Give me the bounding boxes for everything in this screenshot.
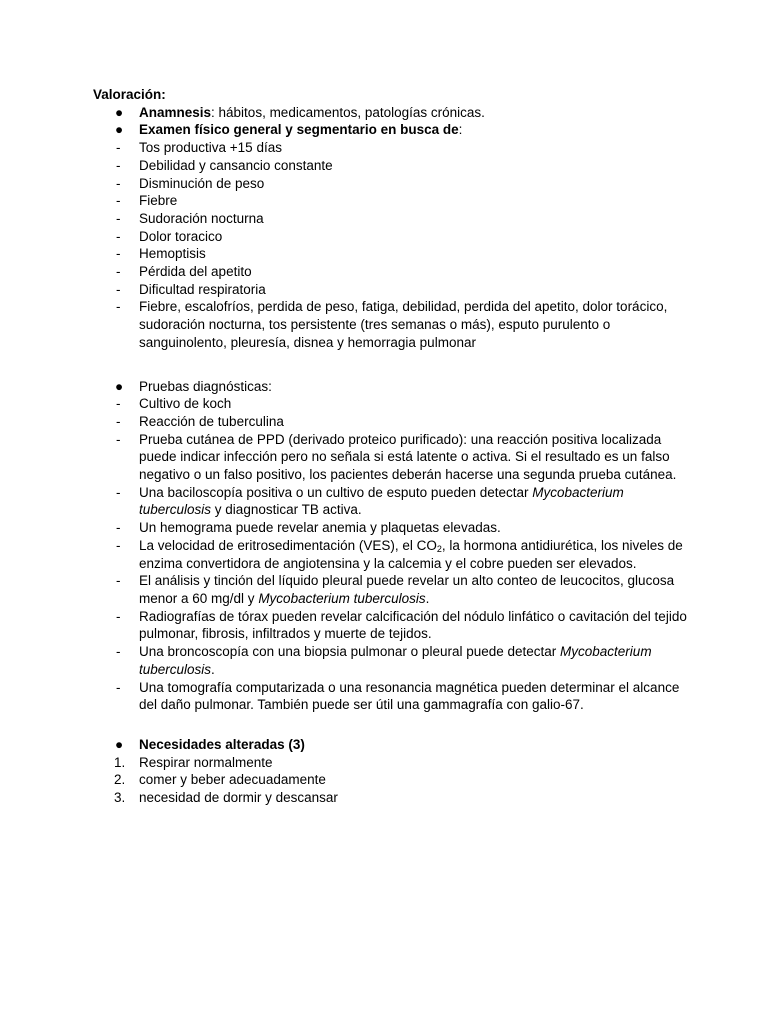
need-text: Respirar normalmente: [139, 754, 273, 770]
symptom-text: Tos productiva +15 días: [139, 140, 282, 156]
need-text: necesidad de dormir y descansar: [139, 790, 338, 806]
list-item-symptom: [93, 210, 693, 228]
test-text: Cultivo de koch: [139, 396, 232, 412]
bullet-marker: ●: [115, 736, 124, 752]
examen-colon: :: [458, 122, 463, 138]
list-item-symptom: [93, 157, 693, 175]
test-text: Un hemograma puede revelar anemia y plaquetas elevadas.: [139, 520, 501, 536]
anamnesis-label: Anamnesis: [139, 104, 212, 120]
heading-valoracion: Valoración:: [93, 87, 166, 102]
list-item-symptom: [93, 263, 693, 281]
test-text: , la hormona antidiurética, los niveles de enzima convertidora de angiotensina y la calcemia y el cobre pueden ser elevados.: [139, 537, 683, 571]
list-item-test: [93, 608, 693, 643]
dash-marker: -: [116, 537, 121, 553]
test-text: y diagnosticar TB activa.: [211, 502, 362, 518]
necesidades-label: Necesidades alteradas (3): [139, 736, 305, 752]
need-text: comer y beber adecuadamente: [139, 772, 326, 788]
symptom-text: Sudoración nocturna: [139, 210, 264, 226]
document-page: [93, 86, 693, 807]
symptom-text: Fiebre: [139, 193, 178, 209]
item-necesidades: [93, 736, 693, 754]
dash-marker: -: [116, 140, 121, 156]
dash-marker: -: [116, 281, 121, 297]
test-text: Una broncoscopía con una biopsia pulmonar o pleural puede detectar: [139, 644, 561, 660]
dash-marker: -: [116, 299, 121, 315]
list-item-test: [93, 519, 693, 537]
list-item-need: [93, 754, 693, 772]
symptom-text: Disminución de peso: [139, 175, 265, 191]
dash-marker: -: [116, 228, 121, 244]
symptom-text: Pérdida del apetito: [139, 264, 252, 280]
test-text: Reacción de tuberculina: [139, 413, 284, 429]
dash-marker: -: [116, 396, 121, 412]
dash-marker: -: [116, 193, 121, 209]
dash-marker: -: [116, 644, 121, 660]
test-text: Una tomografía computarizada o una resonancia magnética pueden determinar el alcance del daño pulmonar. También puede ser útil una gammagrafía con galio-67.: [139, 679, 680, 713]
dash-marker: -: [116, 520, 121, 536]
list-item-test: [93, 484, 693, 519]
list-item-test: [93, 643, 693, 678]
test-text: El análisis y tinción del líquido pleural puede revelar un alto conteo de leucocitos, glucosa menor a 60 mg/dl y: [139, 573, 675, 606]
organism-name: Mycobacterium tuberculosis: [139, 484, 624, 518]
symptom-text: Fiebre, escalofríos, perdida de peso, fatiga, debilidad, perdida del apetito, dolor torácico, sudoración nocturna, tos persistente (tres semanas o más), esputo purulento o sanguinolento, pleuresía, disnea y hemorragia pulmonar: [139, 299, 668, 350]
co2-subscript: 2: [436, 543, 442, 554]
dash-marker: -: [116, 246, 121, 262]
dash-marker: -: [116, 484, 121, 500]
list-item-test: [93, 431, 693, 484]
test-text: Prueba cutánea de PPD (derivado proteico purificado): una reacción positiva localizada puede indicar infección pero no señala si está latente o activa. Si el resultado es un falso negativo o un falso positivo, los pacientes deberán hacerse una segunda prueba cutánea.: [139, 431, 677, 483]
number-marker: 2.: [114, 772, 126, 788]
number-marker: 1.: [114, 754, 126, 770]
test-text: .: [211, 661, 215, 677]
spacer: [93, 714, 693, 736]
list-item-symptom: [93, 298, 693, 351]
symptom-text: Dificultad respiratoria: [139, 281, 266, 297]
test-text: Una baciloscopía positiva o un cultivo de esputo pueden detectar: [139, 484, 533, 500]
spacer: [93, 352, 693, 378]
bullet-marker: ●: [115, 122, 124, 138]
list-item-symptom: [93, 175, 693, 193]
dash-marker: -: [116, 210, 121, 226]
list-item-test: [93, 679, 693, 714]
item-examen: [93, 121, 693, 139]
list-item-symptom: [93, 228, 693, 246]
anamnesis-text: : hábitos, medicamentos, patologías crónicas.: [211, 104, 485, 120]
list-item-symptom: [93, 139, 693, 157]
dash-marker: -: [116, 573, 121, 589]
organism-name: Mycobacterium tuberculosis: [258, 590, 426, 606]
test-text: Radiografías de tórax pueden revelar calcificación del nódulo linfático o cavitación del tejido pulmonar, fibrosis, infiltrados y muerte de tejidos.: [139, 608, 687, 642]
list-item-need: [93, 789, 693, 807]
dash-marker: -: [116, 431, 121, 447]
examen-label: Examen físico general y segmentario en busca de: [139, 122, 459, 138]
number-marker: 3.: [114, 790, 126, 806]
list-item-test: [93, 572, 693, 607]
test-text: .: [425, 590, 430, 606]
organism-name: Mycobacterium tuberculosis: [139, 644, 652, 677]
list-item-need: [93, 771, 693, 789]
list-item-symptom: [93, 245, 693, 263]
item-pruebas: [93, 378, 693, 396]
list-item-symptom: [93, 281, 693, 299]
bullet-marker: ●: [115, 104, 124, 120]
dash-marker: -: [116, 264, 121, 280]
bullet-marker: ●: [115, 378, 124, 394]
symptom-text: Debilidad y cansancio constante: [139, 157, 333, 173]
dash-marker: -: [116, 608, 121, 624]
list-item-test: [93, 395, 693, 413]
symptom-text: Hemoptisis: [139, 246, 206, 262]
list-item-test: [93, 537, 693, 572]
dash-marker: -: [116, 679, 121, 695]
dash-marker: -: [116, 157, 121, 173]
list-item-symptom: [93, 192, 693, 210]
dash-marker: -: [116, 413, 121, 429]
test-text: La velocidad de eritrosedimentación (VES), el CO: [139, 537, 437, 553]
dash-marker: -: [116, 175, 121, 191]
pruebas-label: Pruebas diagnósticas:: [139, 378, 272, 394]
symptom-text: Dolor toracico: [139, 228, 223, 244]
item-anamnesis: [93, 104, 693, 122]
list-item-test: [93, 413, 693, 431]
